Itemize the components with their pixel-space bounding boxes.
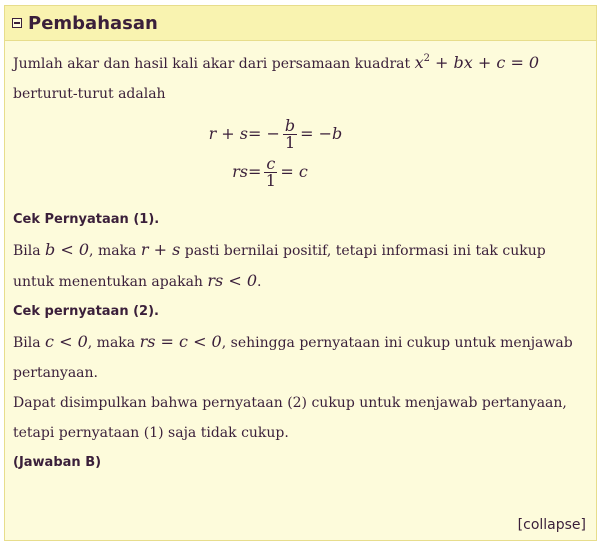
conclusion-paragraph: Dapat disimpulkan bahwa pernyataan (2) cukup untuk menjawab pertanyaan, tetapi pernyataan (1) saja tidak cukup. [13, 395, 567, 441]
product-equals: = [248, 162, 262, 181]
product-result: = c [280, 162, 308, 181]
intro-text: Jumlah akar dan hasil kali akar dari persamaan kuadrat [13, 56, 415, 72]
product-fraction: $\frac{c}{1}$ [265, 153, 276, 190]
sum-equals: = − [248, 124, 280, 143]
product-equation [200, 153, 398, 191]
sum-result: = −b [300, 124, 343, 143]
statement2-paragraph: Bila c < 0, maka rs = c < 0, sehingga pernyataan ini cukup untuk menjawab pertanyaan. [13, 332, 573, 381]
vieta-equations [13, 115, 585, 191]
statement1-heading: Cek Pernyataan (1). [13, 212, 160, 227]
panel-title: Pembahasan [28, 12, 158, 34]
panel-content [13, 48, 585, 478]
statement2-heading: Cek pernyataan (2). [13, 304, 159, 319]
panel-header[interactable] [5, 6, 596, 41]
minus-square-icon[interactable] [12, 18, 22, 28]
intro-paragraph [13, 48, 585, 109]
quadratic-equation: $x^2$ + bx + c = 0 [414, 53, 540, 72]
answer-text: (Jawaban B) [13, 455, 102, 470]
solution-panel [4, 5, 597, 541]
sum-equation [200, 115, 398, 153]
sum-fraction: $\frac{b}{1}$ [284, 115, 296, 152]
product-lhs: rs [232, 162, 248, 181]
intro-text-end: berturut-turut adalah [13, 86, 166, 102]
statement1-paragraph: Bila b < 0, maka r + s pasti bernilai positif, tetapi informasi ini tak cukup untuk menentukan apakah rs < 0. [13, 240, 546, 290]
sum-lhs: r + s [208, 124, 248, 143]
collapse-link[interactable]: [collapse] [517, 517, 586, 533]
